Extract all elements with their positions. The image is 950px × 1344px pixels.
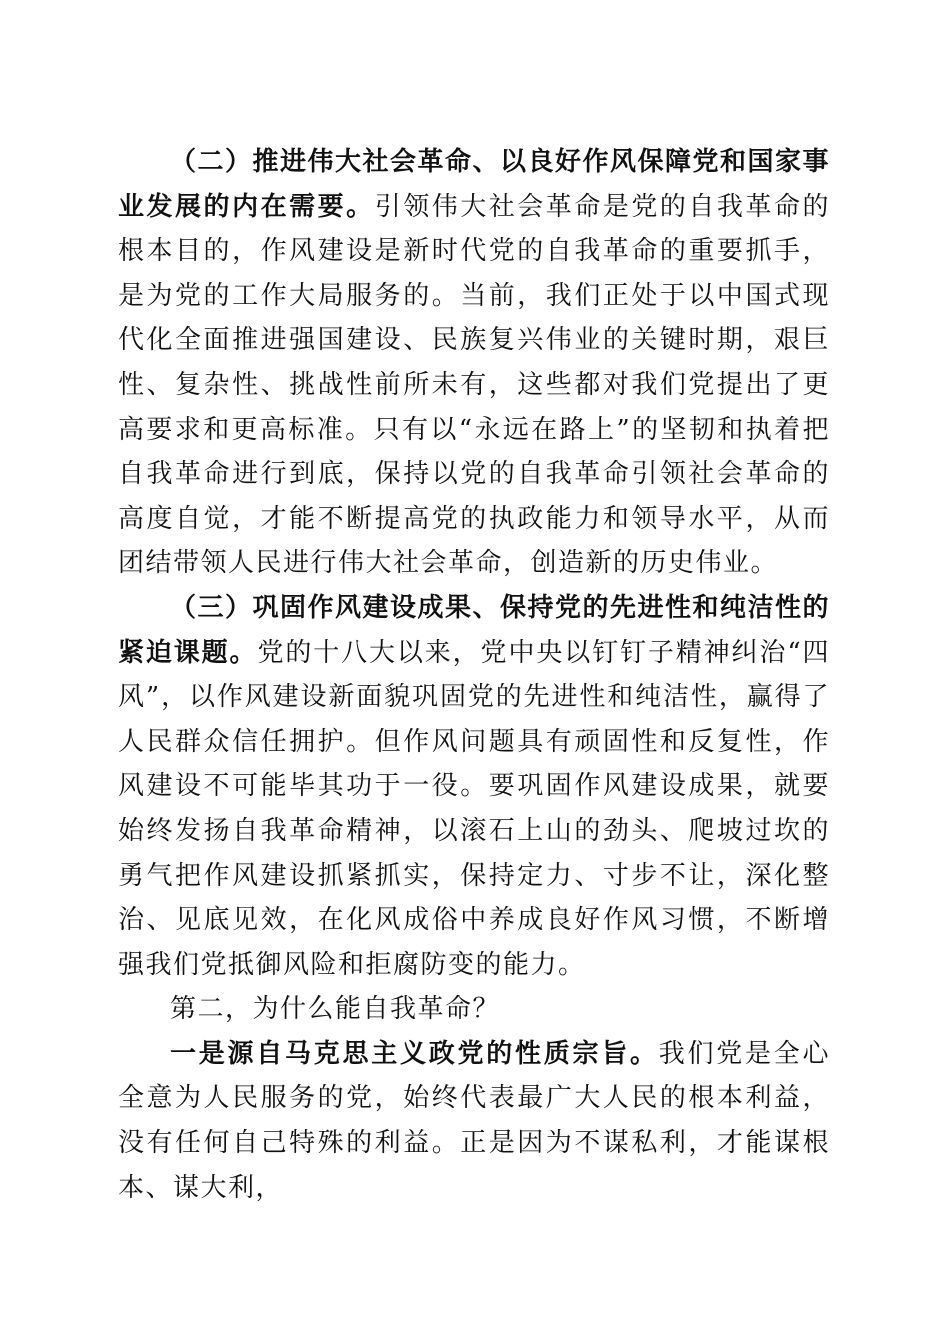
part-two-title: 第二，为什么能自我革命？ — [170, 994, 501, 1025]
section-two-heading: （二）推进伟大社会革命、以良好作风保障党和国家事业发展的内在需要。 — [118, 147, 831, 222]
paragraph-point-one — [118, 1032, 830, 1210]
point-one-body: 我们党是全心全意为人民服务的党，始终代表最广大人民的根本利益，没有任何自己特殊的利益。正是因为不谋私利，才能谋根本、谋大利， — [118, 1038, 830, 1203]
section-two-body: 引领伟大社会革命是党的自我革命的根本目的，作风建设是新时代党的自我革命的重要抓手，是为党的工作大局服务的。当前，我们正处于以中国式现代化全面推进强国建设、民族复兴伟业的关键时期，艰巨性、复杂性、挑战性前所未有，这些都对我们党提出了更高要求和更高标准。只有以“永远在路上”的坚韧和执着把自我革命进行到底，保持以党的自我革命引领社会革命的高度自觉，才能不断提高党的执政能力和领导水平，从而团结带领人民进行伟大社会革命，创造新的历史伟业。 — [118, 191, 830, 579]
section-three-heading: （三）巩固作风建设成果、保持党的先进性和纯洁性的紧迫课题。 — [118, 592, 831, 668]
paragraph-section-two — [118, 140, 830, 586]
point-one-heading: 一是源自马克思主义政党的性质宗旨。 — [170, 1038, 659, 1069]
paragraph-section-three — [118, 586, 830, 987]
document-body — [118, 140, 830, 1210]
section-three-body: 党的十八大以来，党中央以钉钉子精神纠治“四风”，以作风建设新面貌巩固党的先进性和纯洁性，赢得了人民群众信任拥护。但作风问题具有顽固性和反复性，作风建设不可能毕其功于一役。要巩固作风建设成果，就要始终发扬自我革命精神，以滚石上山的劲头、爬坡过坎的勇气把作风建设抓紧抓实，保持定力、寸步不让，深化整治、见底见效，在化风成俗中养成良好作风习惯，不断增强我们党抵御风险和拒腐防变的能力。 — [118, 637, 830, 980]
